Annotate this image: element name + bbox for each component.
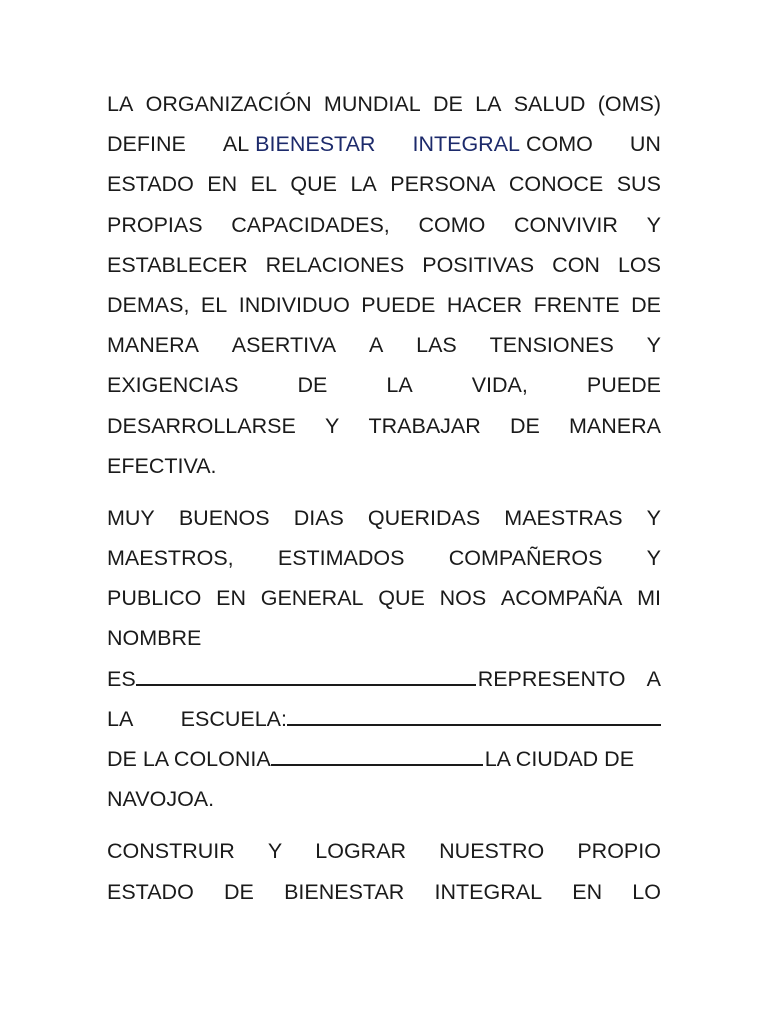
- word: TRABAJAR: [368, 413, 481, 438]
- word: ESCUELA:: [180, 706, 287, 731]
- word: ESTADO: [107, 172, 194, 197]
- text-line: [107, 739, 661, 779]
- word: BIENESTAR: [284, 879, 405, 904]
- paragraph-oms-definition: [107, 84, 661, 486]
- word: GENERAL: [260, 586, 364, 611]
- word: EN: [216, 586, 246, 611]
- word: RELACIONES: [265, 252, 405, 277]
- text-line: [107, 325, 661, 365]
- document-page: [107, 84, 661, 924]
- word: COMPAÑEROS: [448, 546, 603, 571]
- word: NOS: [439, 586, 487, 611]
- word: HACER: [446, 292, 523, 317]
- word: PUEDE: [361, 292, 436, 317]
- word: Y: [646, 212, 661, 237]
- word: DEFINE: [107, 132, 186, 157]
- text-line: [107, 406, 661, 446]
- word: PERSONA: [390, 172, 496, 197]
- word: LOS: [617, 252, 661, 277]
- word: AL: [222, 132, 250, 157]
- word: NUESTRO: [439, 839, 545, 864]
- word-group: [107, 659, 625, 699]
- word: Y: [646, 505, 661, 530]
- word: Y: [267, 839, 283, 864]
- word: MAESTRAS: [504, 505, 623, 530]
- word: TENSIONES: [489, 333, 614, 358]
- word: MUNDIAL: [323, 92, 421, 116]
- highlighted-term: BIENESTAR: [255, 132, 376, 157]
- word: INTEGRAL: [434, 879, 543, 904]
- word: EL: [250, 172, 277, 197]
- word: LO: [632, 879, 661, 904]
- word: POSITIVAS: [422, 252, 535, 277]
- word: CONVIVIR: [514, 212, 618, 237]
- word: EXIGENCIAS: [107, 373, 239, 398]
- word: REPRESENTO: [477, 666, 626, 691]
- text-line: [107, 538, 661, 578]
- word: LAS: [416, 333, 457, 358]
- word: UN: [629, 132, 661, 157]
- word: ACOMPAÑA: [500, 586, 623, 611]
- highlighted-term: INTEGRAL: [412, 132, 520, 157]
- word: PUBLICO: [107, 586, 202, 611]
- text-line: [107, 779, 661, 819]
- word: BUENOS: [178, 505, 270, 530]
- word: ES: [107, 666, 136, 691]
- word: EN: [572, 879, 603, 904]
- word: DE: [631, 292, 661, 317]
- word: EFECTIVA.: [107, 453, 217, 478]
- word: A: [646, 666, 661, 691]
- word: ESTABLECER: [107, 252, 248, 277]
- word: CAPACIDADES,: [231, 212, 390, 237]
- word: NOMBRE: [107, 626, 202, 651]
- school-blank[interactable]: [287, 700, 661, 726]
- word: LA: [386, 373, 413, 398]
- word: ESTIMADOS: [277, 546, 405, 571]
- word-group: [223, 124, 376, 164]
- word: DEMAS,: [107, 292, 190, 317]
- paragraph-greeting: [107, 498, 661, 820]
- word: LOGRAR: [315, 839, 407, 864]
- text-line: [107, 831, 661, 871]
- word: NAVOJOA.: [107, 787, 215, 812]
- word: CON: [552, 252, 600, 277]
- word: LA: [107, 706, 134, 731]
- word: Y: [324, 413, 340, 438]
- word: DE: [432, 92, 463, 116]
- word: DE: [297, 373, 328, 398]
- word-group: [107, 739, 634, 779]
- word: MI: [637, 586, 661, 611]
- word: EN: [207, 172, 238, 197]
- text-line: [107, 618, 661, 658]
- word: Y: [646, 333, 661, 358]
- word: ASERTIVA: [231, 333, 337, 358]
- text-line: [107, 365, 661, 405]
- word: LA CIUDAD DE: [484, 747, 635, 771]
- word: DIAS: [293, 505, 344, 530]
- word: DESARROLLARSE: [107, 413, 296, 438]
- word: SALUD: [513, 92, 586, 116]
- text-line: [107, 164, 661, 204]
- word: COMO: [418, 212, 486, 237]
- text-line: [107, 659, 661, 699]
- word: SUS: [616, 172, 661, 197]
- word-group: [181, 699, 661, 739]
- word: EL: [200, 292, 228, 317]
- paragraph-construir: [107, 831, 661, 911]
- word: CONSTRUIR: [107, 839, 235, 864]
- word: QUERIDAS: [367, 505, 481, 530]
- word: DE: [509, 413, 540, 438]
- word: COMO: [525, 132, 593, 157]
- word: (OMS): [597, 92, 661, 116]
- word: LA: [475, 92, 502, 116]
- word: ORGANIZACIÓN: [145, 92, 312, 116]
- word: QUE: [290, 172, 337, 197]
- word: MANERA: [107, 333, 199, 358]
- word: PUEDE: [586, 373, 661, 398]
- word: MANERA: [569, 413, 661, 438]
- text-line: [107, 498, 661, 538]
- word: MUY: [107, 505, 155, 530]
- text-line: [107, 124, 661, 164]
- word: DE LA COLONIA: [107, 747, 271, 771]
- word: LA: [107, 92, 134, 116]
- word: DE: [224, 879, 254, 904]
- word-group: [412, 124, 592, 164]
- text-line: [107, 245, 661, 285]
- word: Y: [646, 546, 661, 571]
- word: PROPIAS: [107, 212, 203, 237]
- word: INDIVIDUO: [238, 292, 350, 317]
- colonia-blank[interactable]: [271, 740, 483, 766]
- word: LA: [350, 172, 377, 197]
- word: PROPIO: [577, 839, 661, 864]
- word: A: [368, 333, 384, 358]
- text-line: [107, 872, 661, 912]
- word: FRENTE: [533, 292, 620, 317]
- text-line: [107, 84, 661, 124]
- text-line: [107, 285, 661, 325]
- word: QUE: [378, 586, 425, 611]
- text-line: [107, 205, 661, 245]
- word: VIDA,: [471, 373, 528, 398]
- name-blank[interactable]: [136, 660, 476, 686]
- word: MAESTROS,: [107, 546, 234, 571]
- word: ESTADO: [107, 879, 194, 904]
- text-line: [107, 578, 661, 618]
- word: CONOCE: [508, 172, 604, 197]
- text-line: [107, 699, 661, 739]
- text-line: [107, 446, 661, 486]
